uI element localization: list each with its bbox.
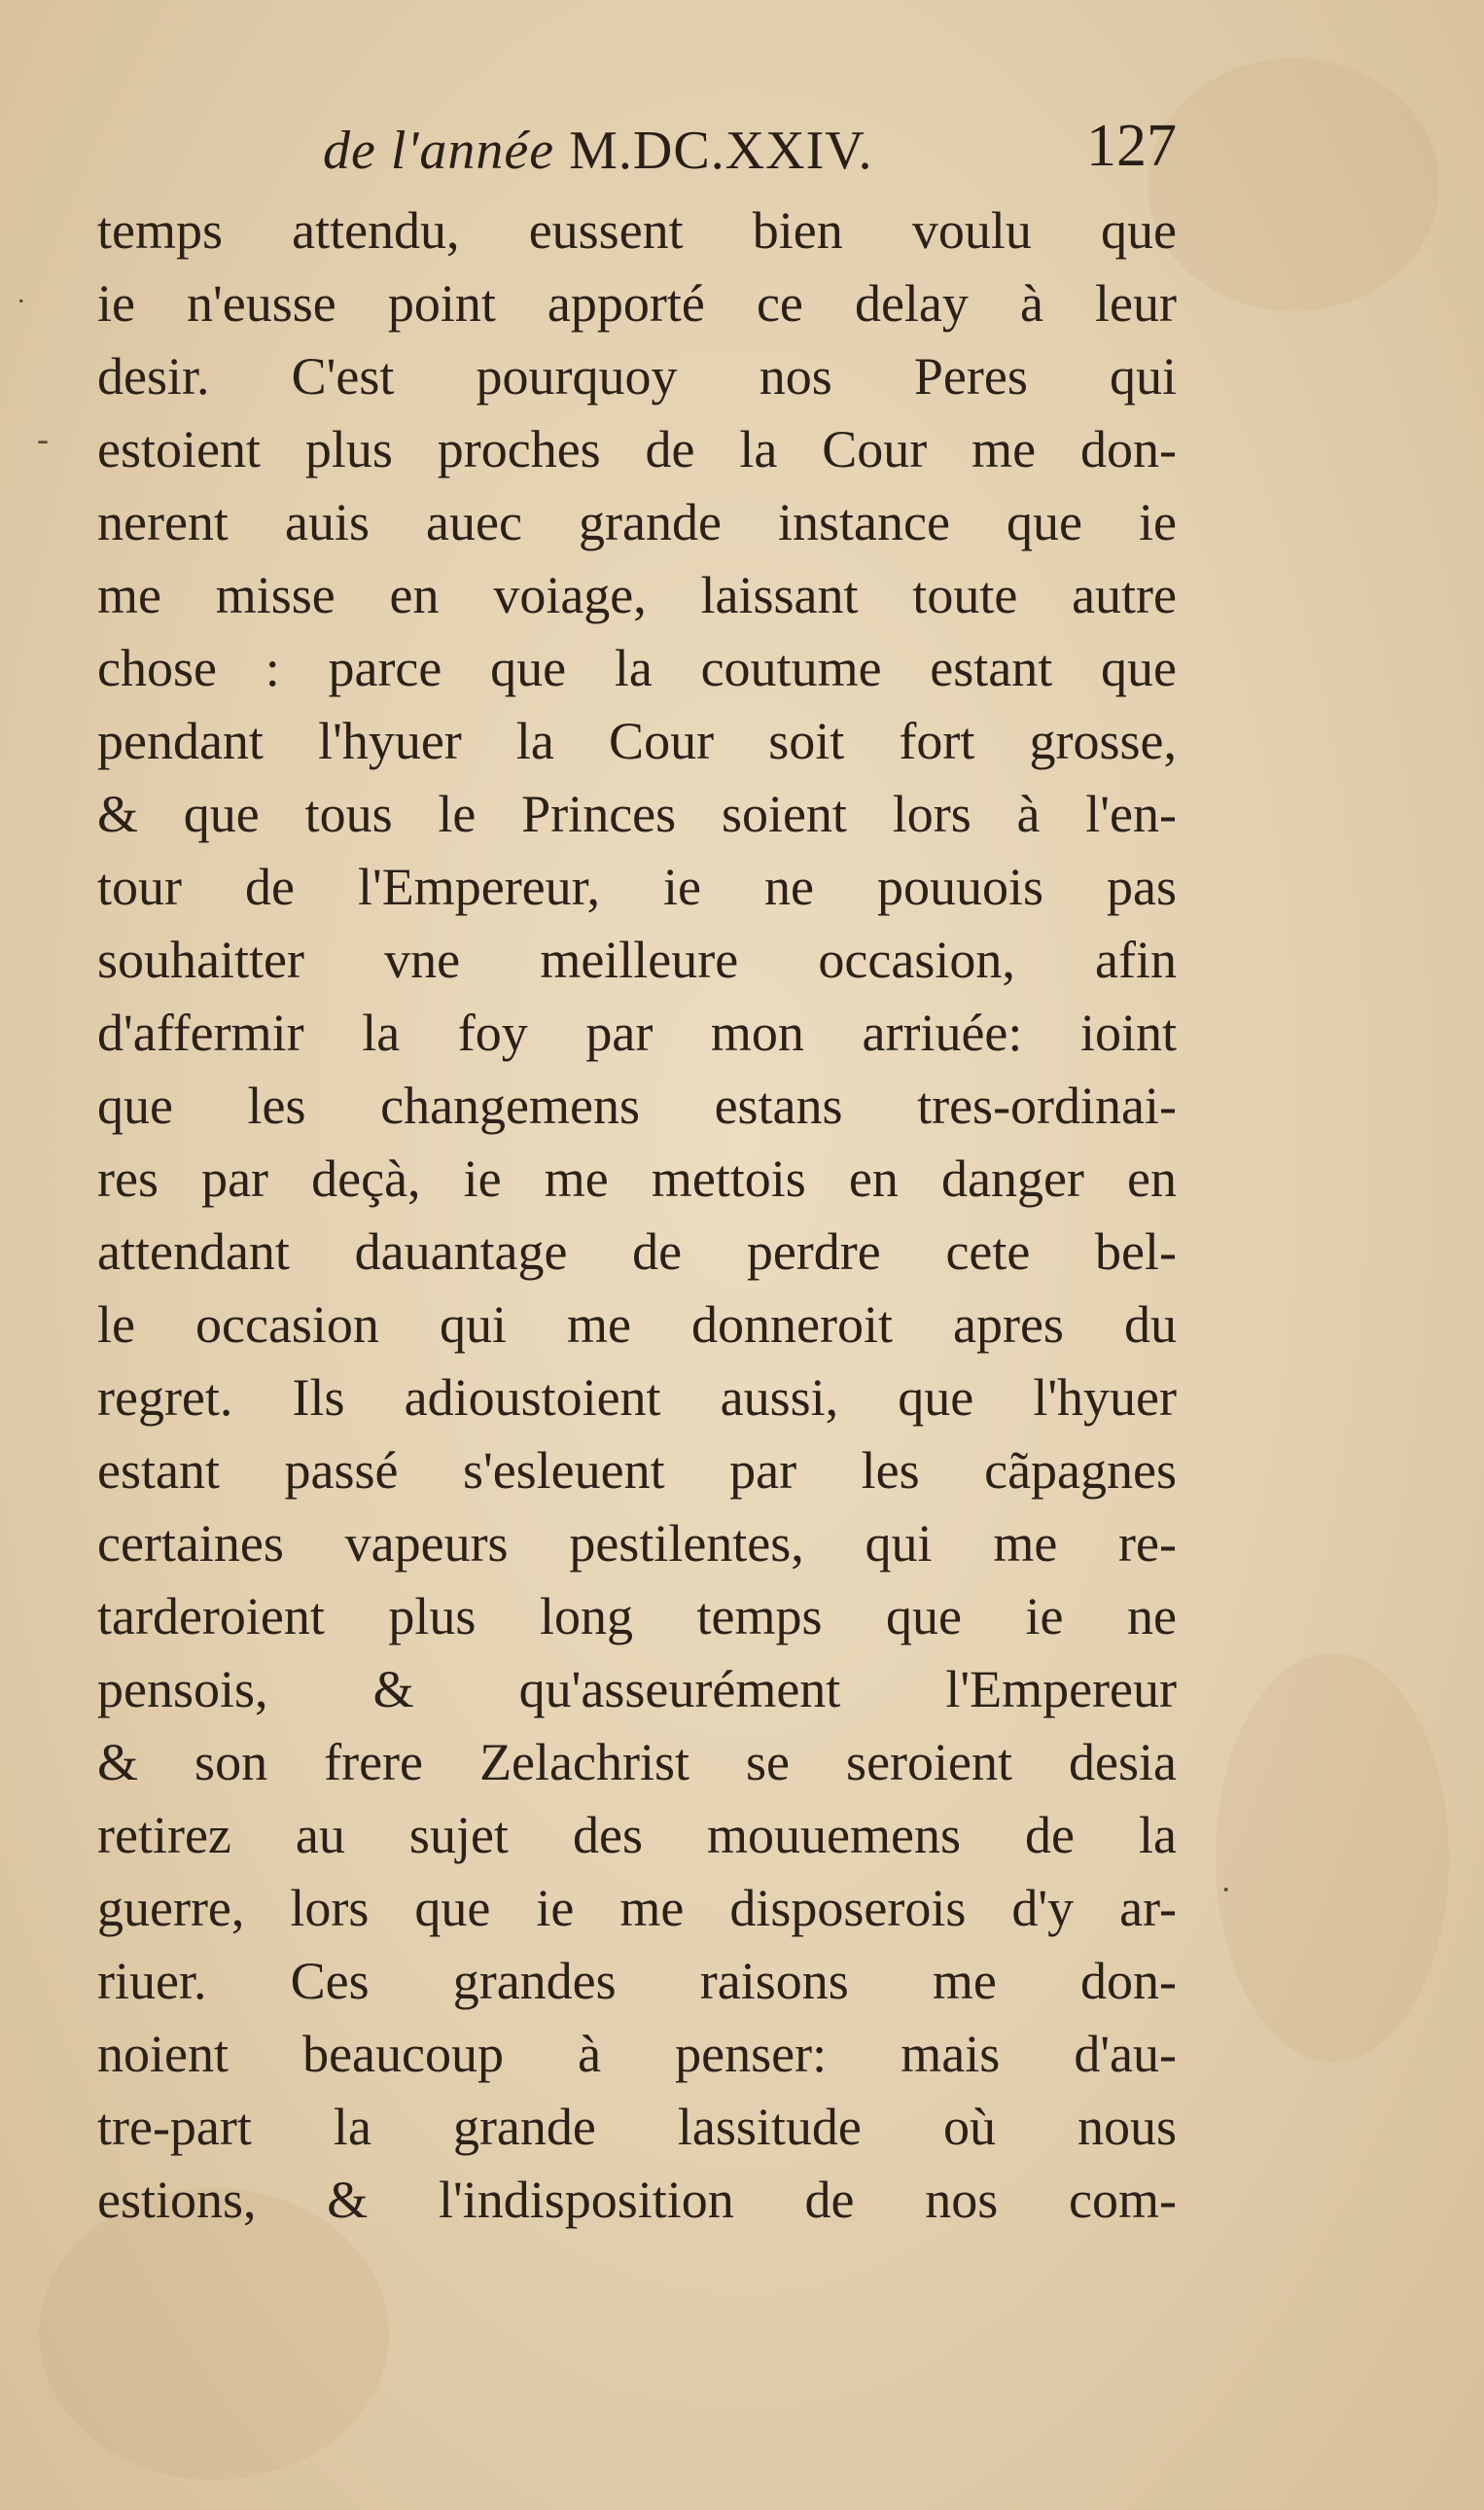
text-line: estoient plus proches de la Cour me don- [97,420,1177,478]
text-line: attendant dauantage de perdre cete bel- [97,1222,1177,1281]
text-line: nerent auis auec grande instance que ie [97,493,1177,551]
margin-mark: . [18,277,25,309]
text-line: & son frere Zelachrist se seroient desia [97,1733,1177,1791]
running-head [323,120,872,182]
page-number: 127 [1086,113,1177,179]
text-line: retirez au sujet des mouuemens de la [97,1806,1177,1864]
text-line: certaines vapeurs pestilentes, qui me re- [97,1514,1177,1573]
margin-mark: · [1220,1872,1232,1908]
body-text [97,194,1177,2237]
text-line: tour de l'Empereur, ie ne pouuois pas [97,858,1177,916]
text-line: noient beaucoup à penser: mais d'au- [97,2025,1177,2083]
text-line: temps attendu, eussent bien voulu que [97,201,1177,260]
running-head-year: M.DC.XXIV. [569,121,873,181]
paper-stain [1216,1653,1449,2062]
text-line: souhaitter vne meilleure occasion, afin [97,931,1177,989]
text-line: res par deçà, ie me mettois en danger en [97,1149,1177,1208]
text-line: guerre, lors que ie me disposerois d'y ar- [97,1879,1177,1937]
text-line: desir. C'est pourquoy nos Peres qui [97,347,1177,406]
text-line: pensois, & qu'asseurément l'Empereur [97,1660,1177,1718]
text-line: & que tous le Princes soient lors à l'en- [97,785,1177,843]
text-line: me misse en voiage, laissant toute autre [97,566,1177,624]
margin-mark: - [37,419,49,458]
text-line: estions, & l'indisposition de nos com- [97,2171,1177,2229]
text-line: estant passé s'esleuent par les cãpagnes [97,1441,1177,1500]
text-line: tarderoient plus long temps que ie ne [97,1587,1177,1645]
text-line: riuer. Ces grandes raisons me don- [97,1952,1177,2010]
text-line: ie n'eusse point apporté ce delay à leur [97,274,1177,333]
text-line: tre-part la grande lassitude où nous [97,2098,1177,2156]
text-line: pendant l'hyuer la Cour soit fort grosse, [97,712,1177,770]
text-line: chose : parce que la coutume estant que [97,639,1177,697]
running-head-italic: de l'année [323,121,555,181]
paper-stain [1148,58,1439,311]
text-line: regret. Ils adioustoient aussi, que l'hyuer [97,1368,1177,1427]
text-line: d'affermir la foy par mon arriuée: ioint [97,1004,1177,1062]
text-line: le occasion qui me donneroit apres du [97,1295,1177,1354]
text-line: que les changemens estans tres-ordinai- [97,1077,1177,1135]
page-header [97,112,1177,199]
